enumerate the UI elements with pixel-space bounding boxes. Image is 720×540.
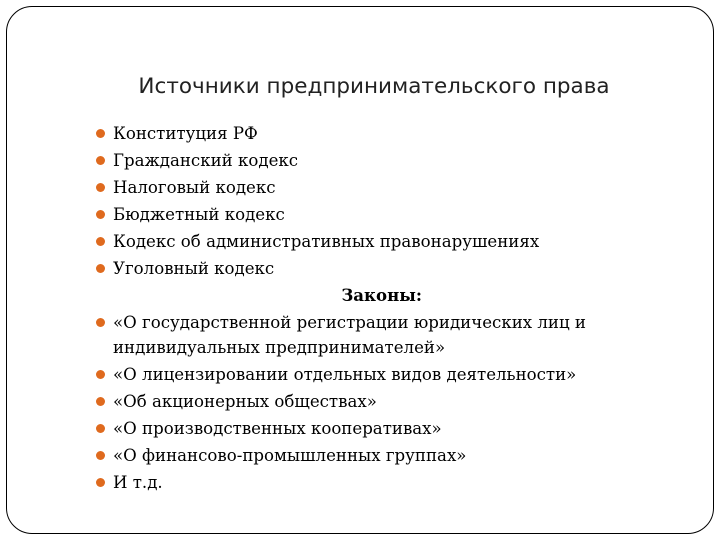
list-item-text: «Об акционерных обществах»	[113, 392, 377, 411]
list-item	[0, 442, 720, 469]
list-item	[0, 228, 720, 255]
list-item-text: «О государственной регистрации юридических лиц и индивидуальных предпринимателей»	[113, 313, 586, 357]
bullet-icon	[96, 210, 105, 219]
list-item	[0, 415, 720, 442]
list-item-text: «О лицензировании отдельных видов деятельности»	[113, 365, 577, 384]
laws-heading: Законы:	[341, 285, 422, 305]
bullet-icon	[96, 237, 105, 246]
list-item-text: Бюджетный кодекс	[113, 205, 285, 224]
list-item	[0, 147, 720, 174]
bullet-icon	[96, 156, 105, 165]
slide-content	[0, 120, 720, 496]
list-item-text: И т.д.	[113, 473, 163, 492]
bullet-icon	[96, 451, 105, 460]
bullet-icon	[96, 370, 105, 379]
list-item	[0, 309, 720, 361]
list-item	[0, 201, 720, 228]
sources-list	[0, 120, 720, 282]
slide-title: Источники предпринимательского права	[138, 74, 610, 99]
bullet-icon	[96, 397, 105, 406]
list-item-text: Уголовный кодекс	[113, 259, 275, 278]
list-item	[0, 174, 720, 201]
bullet-icon	[96, 264, 105, 273]
list-item-text: «О производственных кооперативах»	[113, 419, 442, 438]
bullet-icon	[96, 129, 105, 138]
list-item	[0, 361, 720, 388]
bullet-icon	[96, 478, 105, 487]
list-item-text: Налоговый кодекс	[113, 178, 276, 197]
bullet-icon	[96, 424, 105, 433]
list-item-text: «О финансово-промышленных группах»	[113, 446, 467, 465]
list-item-text: Гражданский кодекс	[113, 151, 299, 170]
list-item	[0, 255, 720, 282]
bullet-icon	[96, 183, 105, 192]
list-item	[0, 469, 720, 496]
laws-list	[0, 309, 720, 496]
list-item-text: Конституция РФ	[113, 124, 258, 143]
bullet-icon	[96, 318, 105, 327]
list-item	[0, 120, 720, 147]
list-item	[0, 388, 720, 415]
list-item-text: Кодекс об административных правонарушениях	[113, 232, 540, 251]
